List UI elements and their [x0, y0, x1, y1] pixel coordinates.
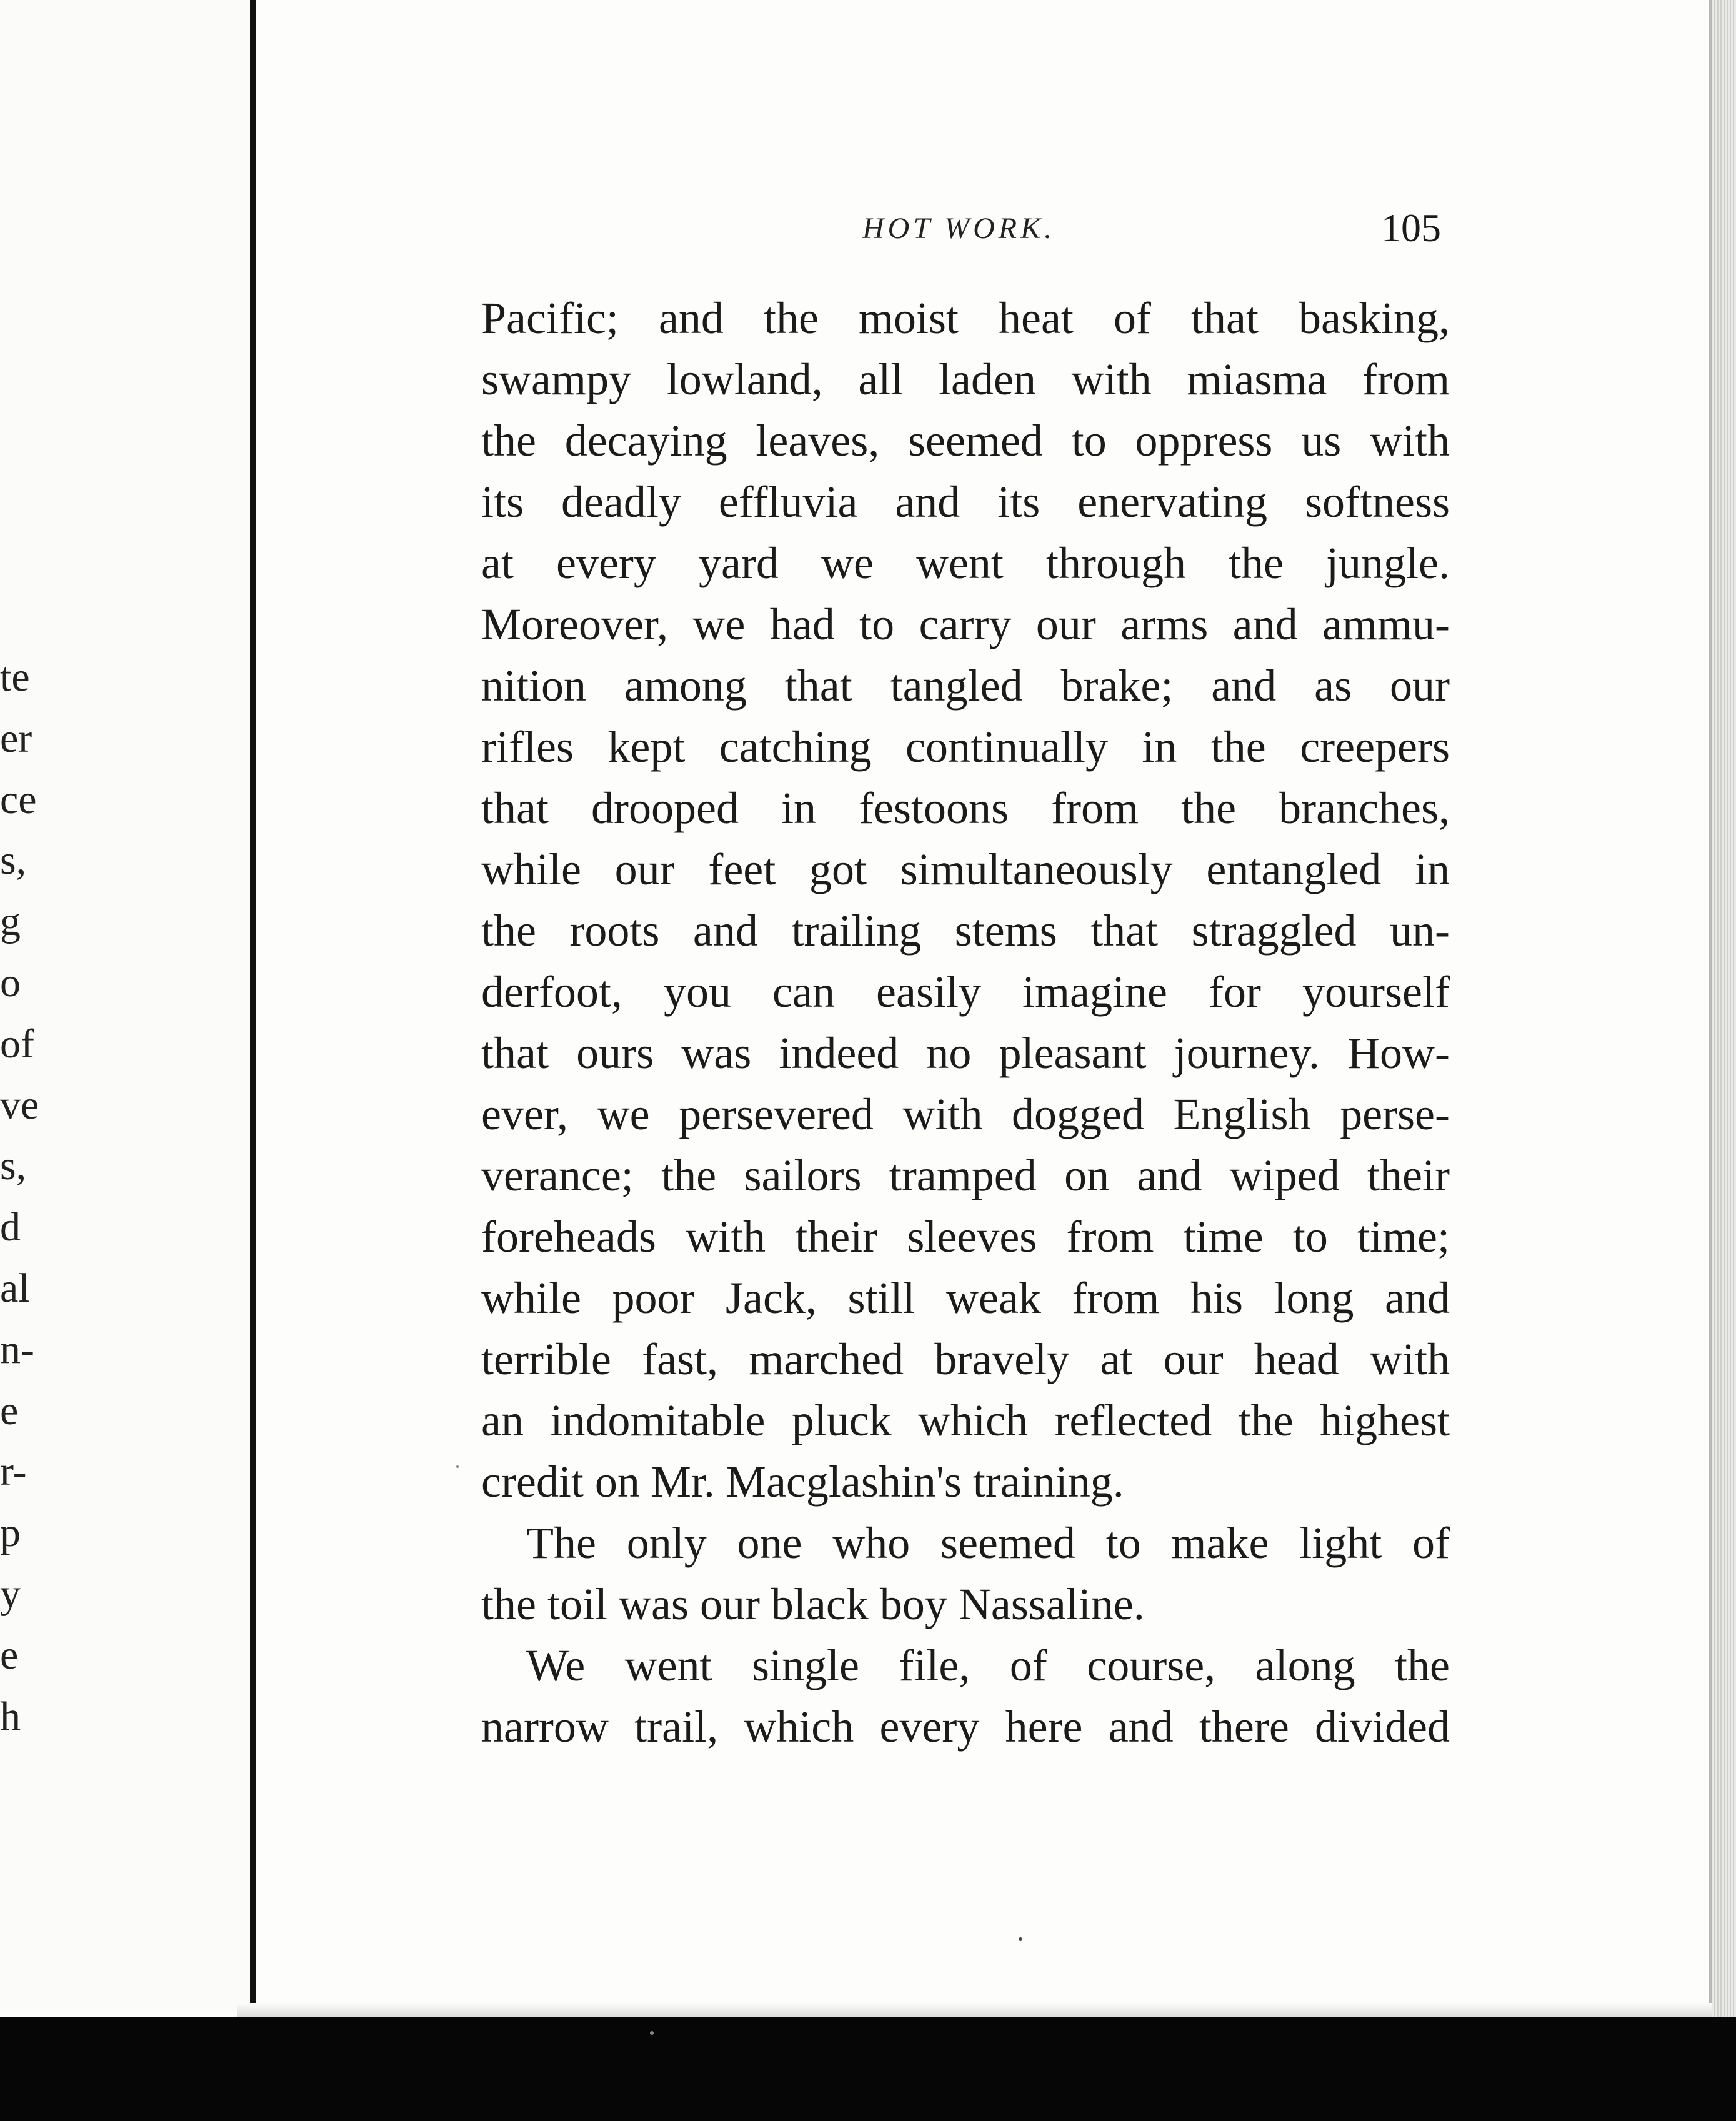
left-fragment: o	[0, 959, 21, 1006]
text-line: narrow trail, which every here and there divided	[481, 1702, 1450, 1752]
left-fragment: s,	[0, 1143, 27, 1189]
text-line: foreheads with their sleeves from time to time;	[481, 1212, 1450, 1262]
text-line: the toil was our black boy Nassaline.	[481, 1579, 1145, 1629]
text-line: the decaying leaves, seemed to oppress us with	[481, 416, 1450, 466]
left-fragment: ve	[0, 1082, 39, 1128]
left-fragment: al	[0, 1265, 30, 1311]
left-fragment: te	[0, 654, 30, 700]
text-line: derfoot, you can easily imagine for yourself	[481, 967, 1450, 1017]
left-page	[0, 0, 250, 2012]
left-fragment: g	[0, 899, 21, 945]
left-fragment: y	[0, 1570, 21, 1617]
left-fragment: of	[0, 1021, 34, 1067]
text-line: at every yard we went through the jungle.	[481, 538, 1450, 588]
text-line: the roots and trailing stems that straggled un-	[481, 906, 1450, 956]
text-line: verance; the sailors tramped on and wiped their	[481, 1150, 1450, 1200]
left-fragment: ce	[0, 776, 37, 822]
text-line: while poor Jack, still weak from his long and	[481, 1273, 1450, 1323]
text-line: swampy lowland, all laden with miasma from	[481, 354, 1450, 404]
page-stack-edge	[1712, 0, 1736, 2019]
left-fragment: p	[0, 1510, 21, 1556]
text-line: an indomitable pluck which reflected the highest	[481, 1395, 1450, 1445]
left-page-text-fragments	[0, 647, 39, 1747]
text-line: The only one who seemed to make light of	[526, 1518, 1450, 1568]
scan-speck	[1019, 1937, 1022, 1941]
left-fragment: e	[0, 1387, 19, 1434]
text-line: ever, we persevered with dogged English perse-	[481, 1089, 1450, 1139]
gutter-line	[250, 0, 256, 2031]
text-line: nition among that tangled brake; and as our	[481, 661, 1450, 711]
body-text	[481, 287, 1450, 1757]
text-line: that drooped in festoons from the branches,	[481, 783, 1450, 833]
running-head: HOT WORK.	[862, 212, 1056, 245]
text-line: Moreover, we had to carry our arms and ammu-	[481, 599, 1450, 649]
text-line: while our feet got simultaneously entangled in	[481, 844, 1450, 894]
left-fragment: d	[0, 1204, 21, 1250]
text-line: its deadly effluvia and its enervating softness	[481, 477, 1450, 527]
left-fragment: n-	[0, 1326, 34, 1372]
text-line: credit on Mr. Macglashin's training.	[481, 1457, 1124, 1507]
text-line: We went single file, of course, along the	[526, 1640, 1450, 1690]
scanner-bed	[0, 2017, 1736, 2121]
left-fragment: h	[0, 1693, 21, 1739]
text-line: terrible fast, marched bravely at our head with	[481, 1334, 1450, 1384]
text-line: rifles kept catching continually in the creepers	[481, 722, 1450, 772]
text-line: that ours was indeed no pleasant journey. How-	[481, 1028, 1450, 1078]
scan-speck	[650, 2031, 654, 2035]
left-fragment: er	[0, 715, 32, 761]
page-number: 105	[1381, 206, 1441, 250]
bottom-page-edge	[237, 2003, 1712, 2019]
text-line: Pacific; and the moist heat of that basking,	[481, 293, 1450, 343]
left-fragment: s,	[0, 837, 27, 884]
left-fragment: r-	[0, 1449, 27, 1495]
left-fragment: e	[0, 1632, 19, 1678]
scan-speck	[456, 1465, 459, 1468]
